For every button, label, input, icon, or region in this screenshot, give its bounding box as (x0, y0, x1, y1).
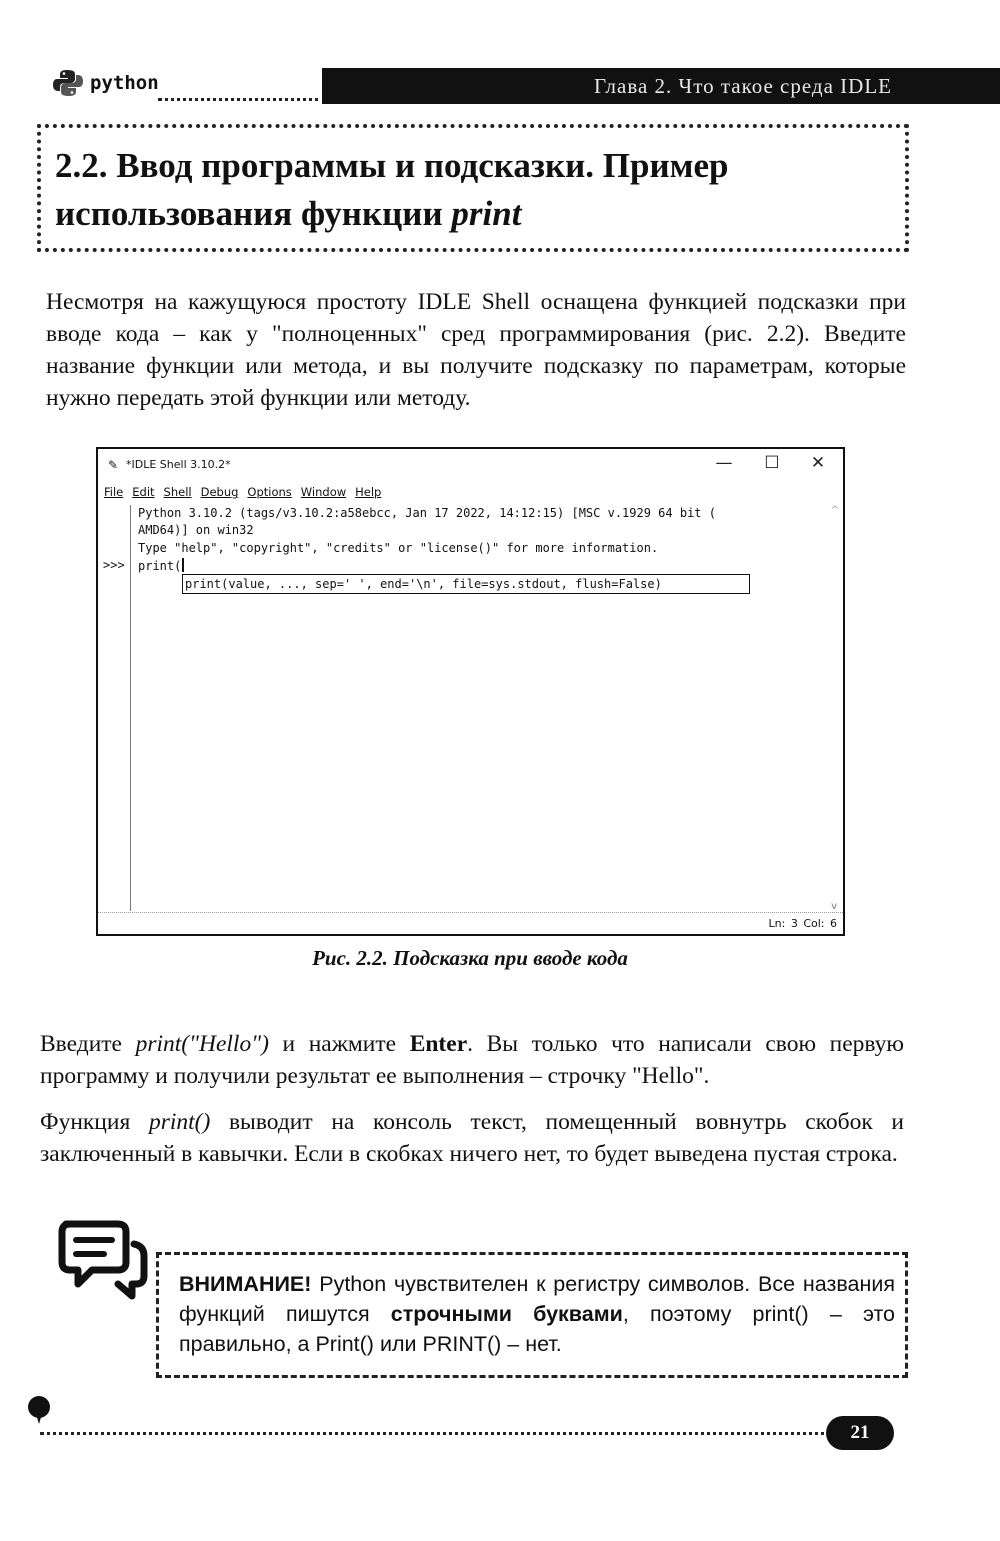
chapter-banner (322, 68, 1000, 104)
shell-output-line: AMD64)] on win32 (138, 523, 254, 537)
footer-divider (40, 1432, 832, 1435)
page-number: 21 (826, 1416, 894, 1450)
menu-options[interactable]: Options (247, 485, 292, 499)
menu-shell[interactable]: Shell (163, 485, 192, 499)
window-titlebar (98, 449, 843, 481)
menu-bar (104, 485, 381, 499)
section-title-box (37, 124, 909, 252)
maximize-icon[interactable]: ☐ (764, 453, 780, 473)
shell-prompt: >>> (103, 558, 125, 572)
attention-body: , поэтому print() – это правильно, а Print() или PRINT() – нет. (179, 1302, 896, 1356)
calltip-popup (182, 574, 750, 594)
p2-text: Введите (40, 1031, 136, 1057)
prompt-gutter (130, 505, 131, 911)
shell-input[interactable] (138, 558, 184, 573)
idle-app-icon: ✎ (108, 458, 119, 472)
p2-key: Enter (409, 1031, 468, 1057)
menu-window[interactable]: Window (300, 485, 347, 499)
shell-input-text: print( (138, 559, 182, 573)
attention-label: ВНИМАНИЕ! (179, 1272, 312, 1296)
window-title: *IDLE Shell 3.10.2* (126, 458, 231, 471)
scroll-down-icon[interactable]: v (831, 901, 837, 912)
scroll-up-icon[interactable]: ^ (830, 505, 839, 516)
section-title-line2: использования функции (55, 194, 452, 233)
section-title-line1: 2.2. Ввод программы и подсказки. Пример (55, 146, 729, 185)
figure-caption: Рис. 2.2. Подсказка при вводе кода (312, 946, 628, 970)
chapter-title: Глава 2. Что такое среда IDLE (593, 74, 892, 98)
p3-code: print() (148, 1109, 211, 1135)
close-icon[interactable]: ✕ (810, 453, 826, 473)
body-paragraph (40, 1028, 904, 1092)
intro-paragraph: Несмотря на кажущуюся простоту IDLE Shell оснащена функцией подсказки при вводе кода – как у "полноценных" сред программирования (рис. 2.2). Введите название функции или метода, и вы получите подсказку по параметрам, которые нужно передать этой функции или методу. (46, 289, 906, 411)
p3-text: выводит на консоль текст, помещенный вовнутрь скобок и заключенный в кавычки. Если в скобках ничего нет, то будет выведена пустая строка. (40, 1109, 904, 1167)
p2-code: print("Hello") (135, 1031, 269, 1057)
calltip-text: print(value, ..., sep=' ', end='\n', file=sys.stdout, flush=False) (185, 577, 662, 591)
idle-shell-window (96, 447, 845, 936)
attention-box (156, 1252, 908, 1378)
menu-edit[interactable]: Edit (132, 485, 155, 499)
footer-marker-stem (36, 1414, 42, 1424)
status-line-col: Ln: 3 Col: 6 (768, 917, 837, 930)
menu-debug[interactable]: Debug (200, 485, 239, 499)
python-logo-icon (52, 68, 84, 98)
attention-bold: строчными буквами (390, 1302, 623, 1326)
shell-output-line: Python 3.10.2 (tags/v3.10.2:a58ebcc, Jan 17 2022, 14:12:15) [MSC v.1929 64 bit ( (138, 506, 716, 520)
p2-text: . Вы только что написали свою первую программу и получили результат ее выполнения – строчку "Hello". (40, 1031, 904, 1089)
header-divider (158, 98, 326, 101)
attention-body: Python чувствителен к регистру символов. Все названия функций пишутся (179, 1272, 895, 1326)
section-title-italic: print (451, 194, 522, 233)
status-separator (98, 912, 843, 913)
body-paragraph (40, 1106, 904, 1170)
chat-note-icon (58, 1218, 154, 1300)
minimize-icon[interactable]: — (715, 453, 733, 473)
text-cursor (182, 558, 184, 572)
python-logo (52, 68, 159, 98)
menu-file[interactable]: File (104, 485, 124, 499)
logo-text: python (90, 72, 159, 94)
shell-output-line: Type "help", "copyright", "credits" or "license()" for more information. (138, 541, 659, 555)
p3-text: Функция (40, 1109, 149, 1135)
section-title (55, 142, 729, 238)
attention-text (179, 1269, 895, 1359)
menu-help[interactable]: Help (355, 485, 382, 499)
p2-text: и нажмите (268, 1031, 410, 1057)
